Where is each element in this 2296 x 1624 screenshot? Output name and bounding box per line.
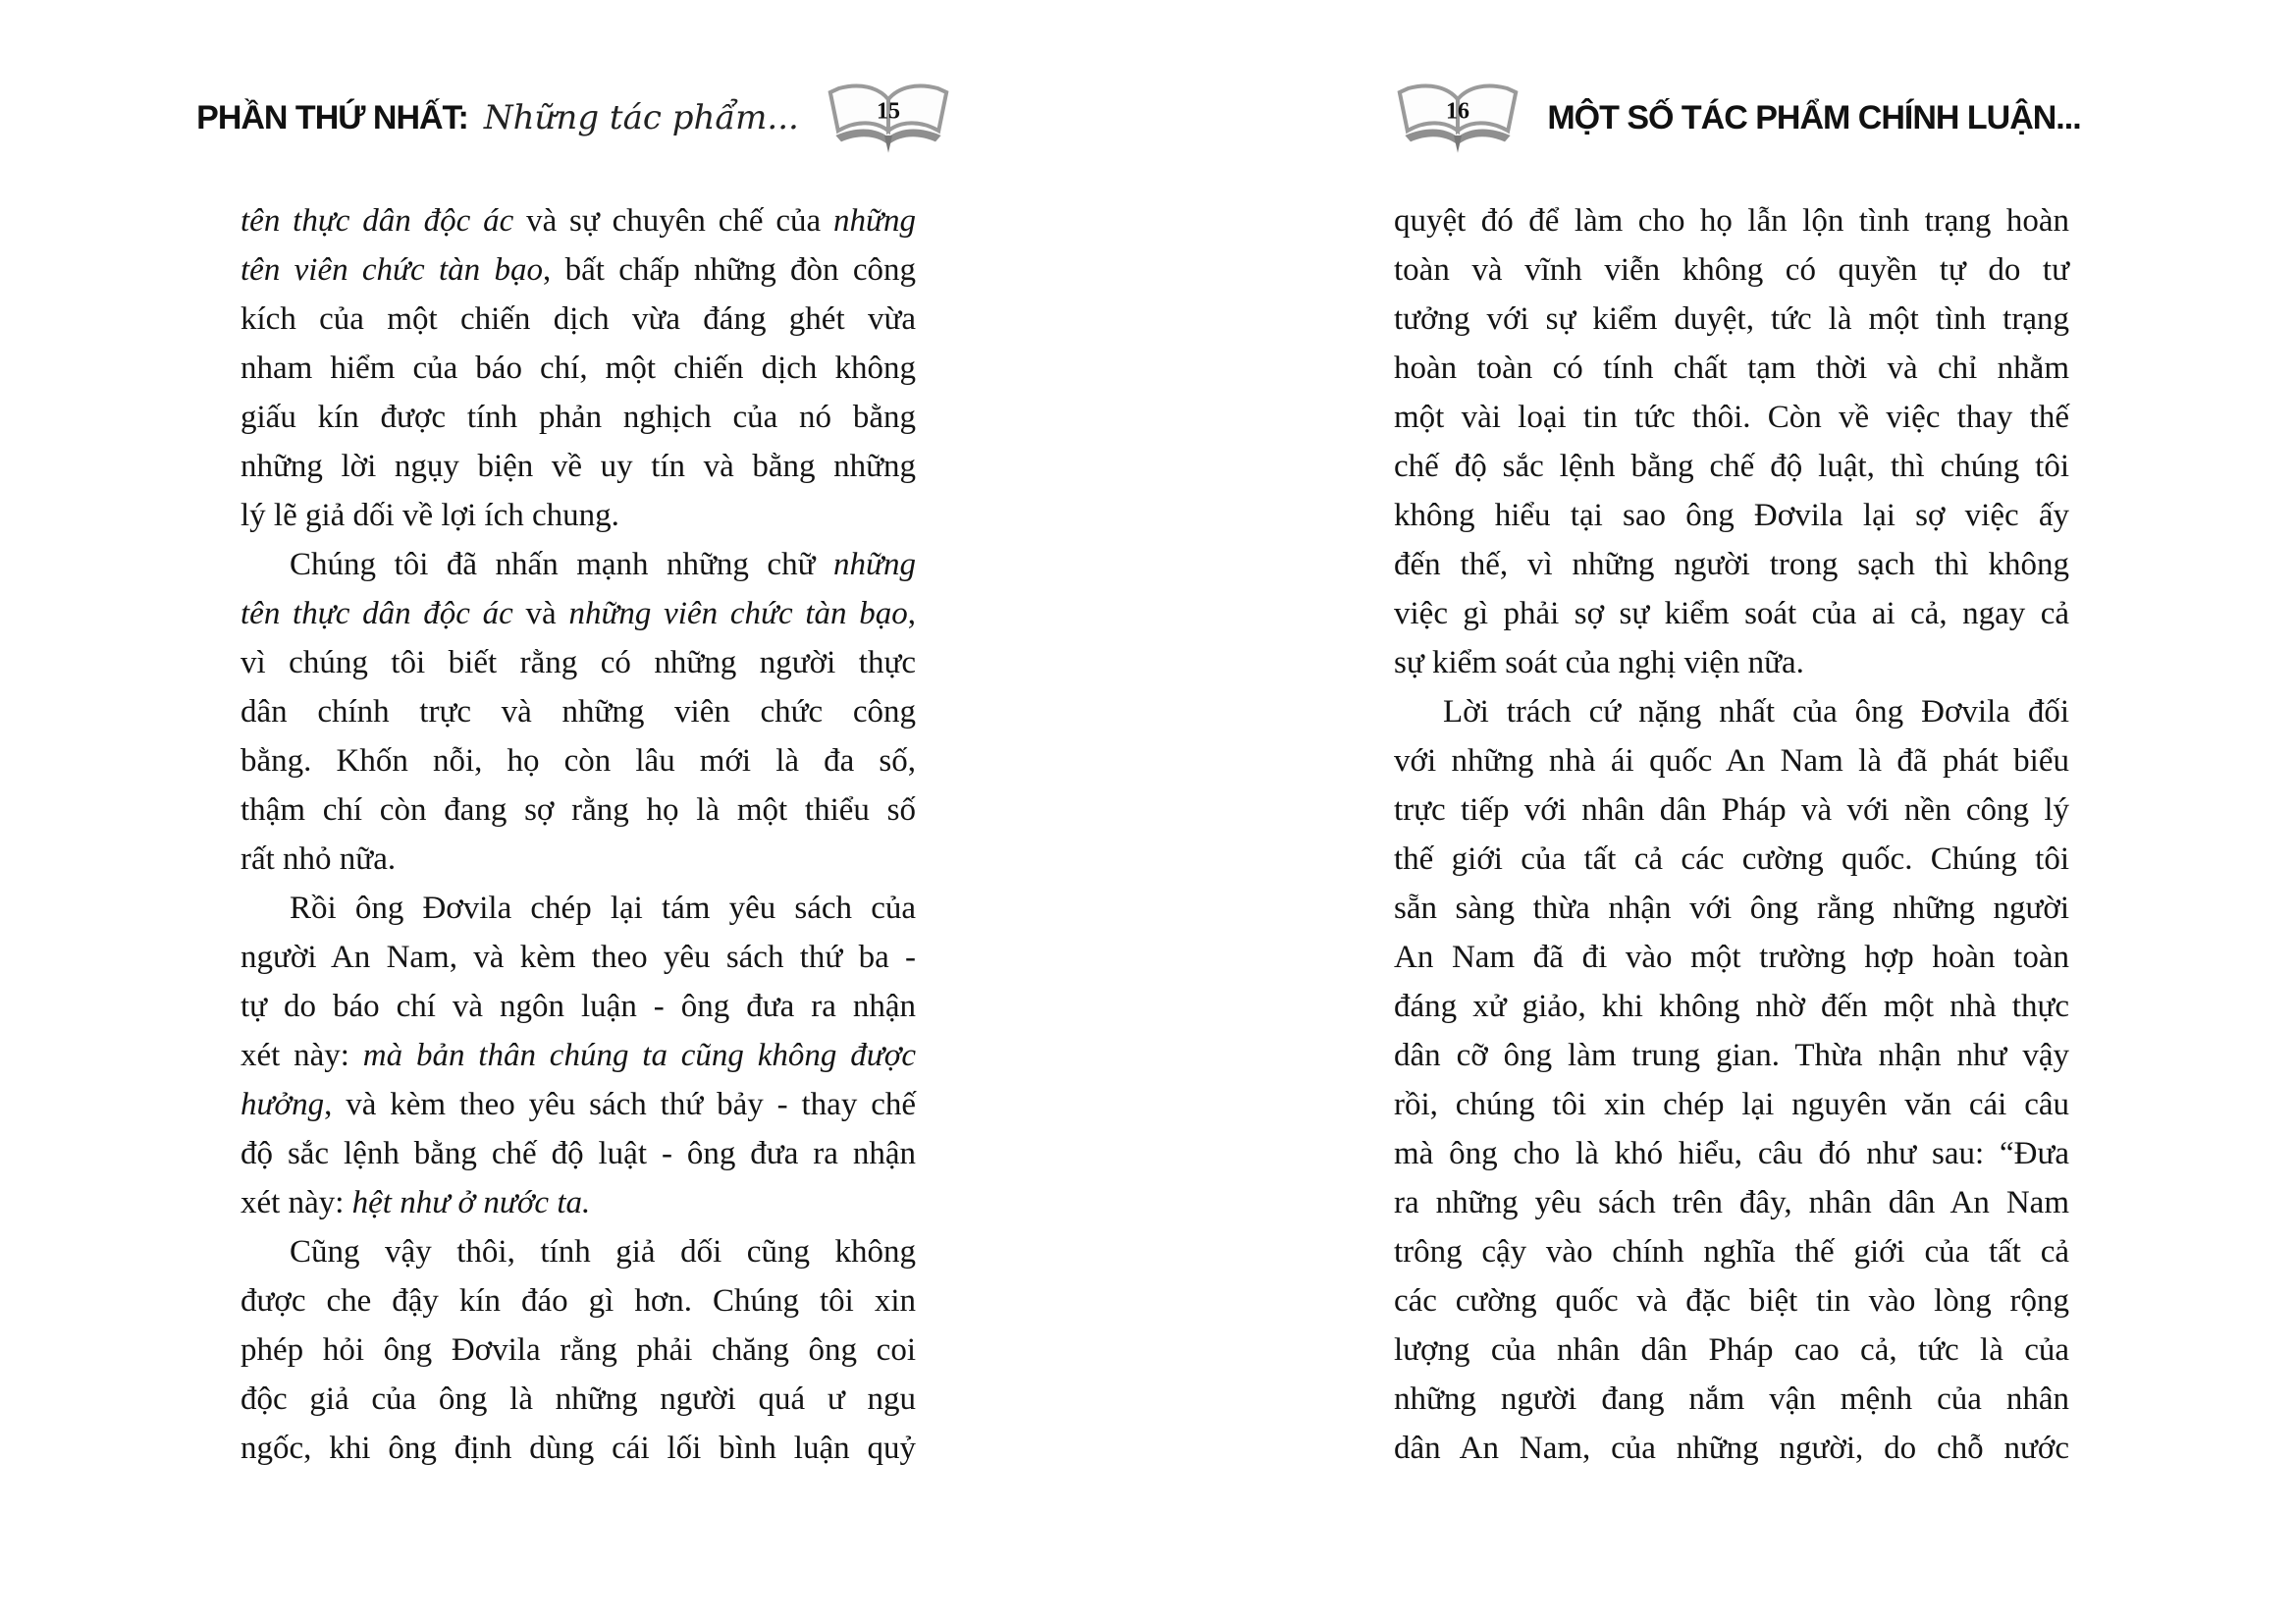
text-run: sự kiểm soát của nghị viện nữa. [1394,645,1804,680]
text-run: chế độ sắc lệnh bằng chế độ luật, thì chúng tôi [1394,449,2069,484]
text-line [240,1227,916,1276]
text-run: sẵn sàng thừa nhận với ông rằng những người [1394,891,2069,926]
text-run: ngốc, khi ông định dùng cái lối bình luận quỷ [240,1431,916,1466]
text-run: và sự chuyên chế của [513,203,833,239]
text-run: những người đang nắm vận mệnh của nhân [1394,1381,2069,1417]
text-run: rồi, chúng tôi xin chép lại nguyên văn cái câu [1394,1087,2069,1122]
text-line [1394,589,2069,638]
text-run: nham hiểm của báo chí, một chiến dịch không [240,351,916,386]
text-run: các cường quốc và đặc biệt tin vào lòng rộng [1394,1283,2069,1319]
text-run: dân cỡ ông làm trung gian. Thừa nhận như vậy [1394,1038,2069,1073]
text-line [1394,638,2069,687]
text-line [1394,540,2069,589]
text-run: xét này: [240,1038,363,1073]
text-run: một vài loại tin tức thôi. Còn về việc thay thế [1394,400,2069,435]
text-line [240,589,916,638]
text-run: thế giới của tất cả các cường quốc. Chúng tôi [1394,841,2069,877]
text-line [240,1080,916,1129]
text-line [1394,1129,2069,1178]
text-line [240,638,916,687]
text-line [240,687,916,736]
text-run: không hiểu tại sao ông Đơvila lại sợ việc ấy [1394,498,2069,533]
text-line [240,1276,916,1326]
page-left-body-text [240,196,916,1473]
text-run: , [907,596,917,631]
text-run: đến thế, vì những người trong sạch thì không [1394,547,2069,582]
text-line [1394,1375,2069,1424]
page-number-right: 16 [1446,98,1470,125]
text-line [240,344,916,393]
text-line [240,540,916,589]
chapter-script-title: Những tác phẩm... [483,98,799,137]
text-line [240,933,916,982]
text-line [240,1424,916,1473]
text-line [240,393,916,442]
text-line [1394,1326,2069,1375]
text-line [240,1031,916,1080]
italic-text-run: những [833,203,916,239]
italic-text-run: những viên chức tàn bạo [568,596,908,631]
text-line [240,736,916,785]
text-run: phép hỏi ông Đơvila rằng phải chăng ông coi [240,1332,916,1368]
text-line [240,1326,916,1375]
text-line [240,1129,916,1178]
text-line [1394,393,2069,442]
text-line [1394,1080,2069,1129]
text-run: những lời ngụy biện về uy tín và bằng những [240,449,916,484]
text-line [1394,982,2069,1031]
text-line [240,785,916,835]
text-run: Chúng tôi đã nhấn mạnh những chữ [290,547,833,582]
text-line [240,196,916,245]
text-line [1394,736,2069,785]
text-run: Cũng vậy thôi, tính giả dối cũng không [290,1234,916,1270]
text-run: Rồi ông Đơvila chép lại tám yêu sách của [290,891,916,926]
section-title: PHẦN THỨ NHẤT: [196,98,468,136]
text-line [240,884,916,933]
text-run: An Nam đã đi vào một trường hợp hoàn toàn [1394,940,2069,975]
text-run: tự do báo chí và ngôn luận - ông đưa ra nhận [240,989,916,1024]
text-run: toàn và vĩnh viễn không có quyền tự do tư [1394,252,2069,288]
text-run: độc giả của ông là những người quá ư ngu [240,1381,916,1417]
text-run: được che đậy kín đáo gì hơn. Chúng tôi xin [240,1283,916,1319]
text-run: độ sắc lệnh bằng chế độ luật - ông đưa ra nhận [240,1136,916,1171]
italic-text-run: tên thực dân độc ác [240,596,513,631]
text-line [1394,196,2069,245]
text-run: Lời trách cứ nặng nhất của ông Đơvila đối [1443,694,2069,730]
text-run: dân chính trực và những viên chức công [240,694,916,730]
open-book-icon [815,81,962,155]
text-run: hoàn toàn có tính chất tạm thời và chỉ nhằm [1394,351,2069,386]
text-run: lý lẽ giả dối về lợi ích chung. [240,498,619,533]
text-line [1394,344,2069,393]
text-run: rất nhỏ nữa. [240,841,397,877]
text-run: trông cậy vào chính nghĩa thế giới của tất cả [1394,1234,2069,1270]
page-right-body-text [1394,196,2069,1473]
italic-text-run: hệt như ở nước ta. [351,1185,591,1220]
text-run: và [512,596,569,631]
text-run: bằng. Khốn nỗi, họ còn lâu mới là đa số, [240,743,916,779]
text-run: với những nhà ái quốc An Nam là đã phát biểu [1394,743,2069,779]
text-line [1394,933,2069,982]
text-line [240,491,916,540]
text-line [240,442,916,491]
text-line [1394,442,2069,491]
text-line [240,835,916,884]
text-run: mà ông cho là khó hiểu, câu đó như sau: “Đưa [1394,1136,2069,1171]
italic-text-run: tên viên chức tàn bạo [240,252,544,288]
page-left-header [187,77,972,159]
text-run: việc gì phải sợ sự kiểm soát của ai cả, ngay cả [1394,596,2069,631]
text-run: tưởng với sự kiểm duyệt, tức là một tình trạng [1394,301,2069,337]
text-line [1394,1031,2069,1080]
text-run: giấu kín được tính phản nghịch của nó bằng [240,400,916,435]
text-run: xét này: [240,1185,352,1220]
text-run: , và kèm theo yêu sách thứ bảy - thay chế [324,1087,916,1122]
text-run: trực tiếp với nhân dân Pháp và với nền công lý [1394,792,2069,828]
text-line [1394,835,2069,884]
text-run: , bất chấp những đòn công [543,252,916,288]
text-line [240,295,916,344]
text-line [240,1178,916,1227]
text-line [1394,491,2069,540]
text-line [1394,1424,2069,1473]
text-line [1394,295,2069,344]
text-run: lượng của nhân dân Pháp cao cả, tức là của [1394,1332,2069,1368]
text-line [1394,687,2069,736]
italic-text-run: mà bản thân chúng ta cũng không được [362,1038,916,1073]
text-line [1394,1276,2069,1326]
text-line [240,245,916,295]
text-run: người An Nam, và kèm theo yêu sách thứ ba - [240,940,916,975]
text-run: ra những yêu sách trên đây, nhân dân An Nam [1394,1185,2069,1220]
running-title: MỘT SỐ TÁC PHẨM CHÍNH LUẬN... [1547,98,2081,136]
text-line [240,982,916,1031]
text-run: thậm chí còn đang sợ rằng họ là một thiểu số [240,792,916,828]
text-line [1394,1178,2069,1227]
text-line [1394,245,2069,295]
text-run: vì chúng tôi biết rằng có những người thực [240,645,916,680]
text-run: dân An Nam, của những người, do chỗ nước [1394,1431,2069,1466]
italic-text-run: những [833,547,916,582]
text-run: đáng xử giảo, khi không nhờ đến một nhà thực [1394,989,2069,1024]
open-book-icon [1384,81,1531,155]
italic-text-run: tên thực dân độc ác [240,203,514,239]
text-line [1394,884,2069,933]
italic-text-run: hưởng [240,1087,325,1122]
text-line [1394,785,2069,835]
text-line [240,1375,916,1424]
text-line [1394,1227,2069,1276]
page-right-header [1355,77,2110,159]
text-run: kích của một chiến dịch vừa đáng ghét vừa [240,301,916,337]
page-number-left: 15 [876,98,900,125]
text-run: quyệt đó để làm cho họ lẫn lộn tình trạng hoàn [1394,203,2069,239]
